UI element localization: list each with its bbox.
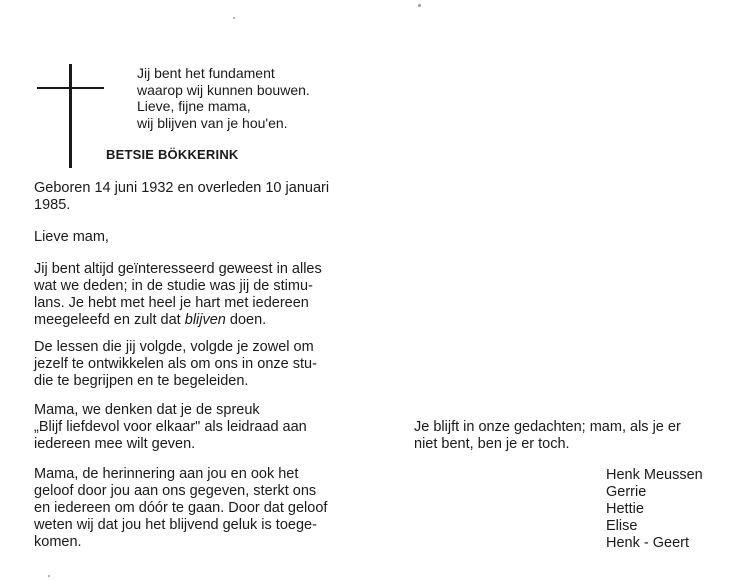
text-line: Lieve mam, bbox=[34, 229, 109, 245]
birth-death-dates bbox=[34, 180, 329, 214]
paragraph-interest bbox=[34, 261, 322, 329]
poem-line: Lieve, fijne mama, bbox=[137, 98, 251, 114]
text-line: niet bent, ben je er toch. bbox=[414, 436, 570, 452]
signature-name: Elise bbox=[606, 518, 638, 534]
paragraph-lessons bbox=[34, 339, 317, 390]
poem-line: Jij bent het fundament bbox=[137, 65, 275, 81]
text-line: Jij bent altijd geïnteresseerd geweest in alles bbox=[34, 261, 322, 277]
signature-name: Hettie bbox=[606, 501, 644, 517]
family-signatures bbox=[606, 467, 703, 552]
text-line: lans. Je hebt met heel je hart met iedereen bbox=[34, 295, 309, 311]
print-speck bbox=[233, 17, 235, 19]
salutation bbox=[34, 229, 109, 246]
text-line: De lessen die jij volgde, volgde je zowel om bbox=[34, 339, 314, 355]
text-line: en iedereen om dóór te gaan. Door dat geloof bbox=[34, 500, 328, 516]
text-line bbox=[34, 312, 322, 329]
paragraph-motto bbox=[34, 402, 307, 453]
text-line: wat we deden; in de studie was jij de stimu- bbox=[34, 278, 313, 294]
text-line: komen. bbox=[34, 534, 82, 550]
memorial-poem bbox=[137, 65, 310, 131]
poem-line: waarop wij kunnen bouwen. bbox=[137, 81, 310, 98]
signature-name: Gerrie bbox=[606, 484, 647, 500]
signature-name: Henk Meussen bbox=[606, 467, 703, 483]
text-line: Mama, de herinnering aan jou en ook het bbox=[34, 466, 299, 482]
cross-icon-horizontal bbox=[37, 87, 104, 89]
poem-line: wij blijven van je hou'en. bbox=[137, 114, 288, 131]
text-line: weten wij dat jou het blijvend geluk is toege- bbox=[34, 517, 317, 533]
paragraph-memory bbox=[34, 466, 327, 551]
cross-icon-vertical bbox=[69, 64, 72, 168]
text-line: „Blijf liefdevol voor elkaar" als leidraad aan bbox=[34, 419, 307, 435]
text-line: die te begrijpen en te begeleiden. bbox=[34, 373, 249, 389]
deceased-name: BETSIE BÖKKERINK bbox=[106, 147, 239, 162]
closing-text bbox=[414, 419, 681, 453]
text-line: Geboren 14 juni 1932 en overleden 10 januari bbox=[34, 180, 330, 196]
text-line: geloof door jou aan ons gegeven, sterkt ons bbox=[34, 483, 317, 499]
print-speck bbox=[48, 575, 50, 577]
emphasis-word: blijven bbox=[184, 312, 226, 328]
text-segment: doen. bbox=[225, 312, 267, 328]
text-line: Je blijft in onze gedachten; mam, als je er bbox=[414, 419, 681, 435]
text-line: 1985. bbox=[34, 197, 71, 213]
text-segment: meegeleefd en zult dat bbox=[34, 312, 185, 328]
print-speck bbox=[418, 4, 421, 7]
text-line: iedereen mee wilt geven. bbox=[34, 436, 196, 452]
text-line: jezelf te ontwikkelen als om ons in onze stu- bbox=[34, 356, 317, 372]
text-line: Mama, we denken dat je de spreuk bbox=[34, 402, 260, 418]
signature-name: Henk - Geert bbox=[606, 535, 689, 551]
